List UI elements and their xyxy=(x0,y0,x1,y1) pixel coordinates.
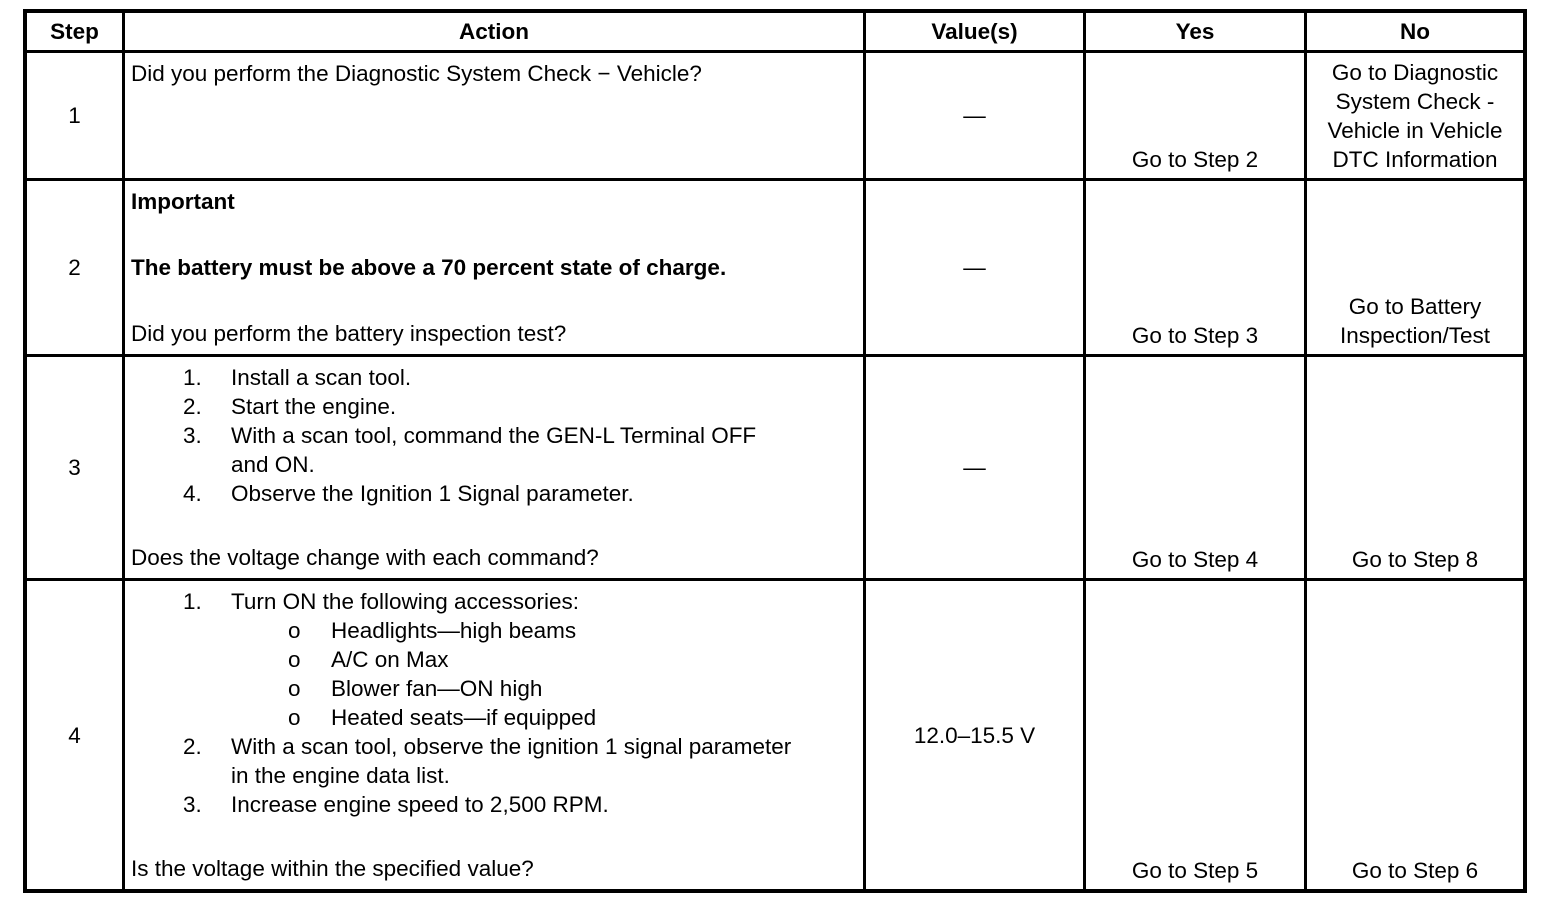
step-number: 1 xyxy=(27,53,122,178)
no-line: Vehicle in Vehicle xyxy=(1327,118,1503,143)
header-no: No xyxy=(1307,13,1523,50)
header-values: Value(s) xyxy=(866,13,1083,50)
item-number: 2. xyxy=(183,734,202,759)
yes-link[interactable]: Go to Step 3 xyxy=(1131,323,1259,348)
yes-link[interactable]: Go to Step 2 xyxy=(1131,147,1259,172)
sub-item-text: Blower fan—ON high xyxy=(331,676,543,701)
no-line: DTC Information xyxy=(1332,147,1498,172)
question: Did you perform the Diagnostic System Check − Vehicle? xyxy=(131,61,702,86)
action-cell xyxy=(125,53,863,178)
item-number: 1. xyxy=(183,365,202,390)
sub-item xyxy=(131,616,857,645)
item-number: 3. xyxy=(183,792,202,817)
no-cell xyxy=(1307,357,1523,578)
item-number: 3. xyxy=(183,423,202,448)
diagnostic-table xyxy=(23,9,1527,893)
list-item xyxy=(131,790,857,819)
procedure-list xyxy=(131,587,857,819)
sub-item xyxy=(131,645,857,674)
question: Is the voltage within the specified value? xyxy=(131,856,534,881)
header-step: Step xyxy=(27,13,122,50)
sub-item-text: Heated seats—if equipped xyxy=(331,705,597,730)
step-number: 3 xyxy=(27,357,122,578)
yes-cell xyxy=(1086,581,1304,889)
item-text: Start the engine. xyxy=(231,394,397,419)
item-number: 4. xyxy=(183,481,202,506)
question: Did you perform the battery inspection test? xyxy=(131,321,567,346)
item-number: 2. xyxy=(183,394,202,419)
item-text: With a scan tool, observe the ignition 1 signal parameter in the engine data list. xyxy=(231,734,792,788)
list-item xyxy=(131,392,857,421)
item-number: 1. xyxy=(183,589,202,614)
value-cell: — xyxy=(866,181,1083,354)
procedure-list xyxy=(131,363,857,508)
action-cell xyxy=(125,181,863,354)
action-cell xyxy=(125,357,863,578)
sub-item xyxy=(131,703,857,732)
step-number: 2 xyxy=(27,181,122,354)
important-note: The battery must be above a 70 percent state of charge. xyxy=(131,255,727,280)
list-item xyxy=(131,732,857,790)
value-cell: — xyxy=(866,357,1083,578)
no-cell xyxy=(1307,581,1523,889)
bullet-icon: o xyxy=(288,676,301,701)
no-link[interactable]: Go to Step 6 xyxy=(1351,858,1479,883)
yes-cell xyxy=(1086,181,1304,354)
value-cell: 12.0–15.5 V xyxy=(866,581,1083,889)
yes-cell xyxy=(1086,357,1304,578)
item-text: Observe the Ignition 1 Signal parameter. xyxy=(231,481,634,506)
important-label: Important xyxy=(131,189,235,214)
list-item xyxy=(131,421,857,479)
no-line: System Check - xyxy=(1335,89,1495,114)
step-number: 4 xyxy=(27,581,122,889)
value-cell: — xyxy=(866,53,1083,178)
no-line: Inspection/Test xyxy=(1339,323,1491,348)
sub-item-text: A/C on Max xyxy=(331,647,449,672)
sub-item-text: Headlights—high beams xyxy=(331,618,577,643)
action-cell xyxy=(125,581,863,889)
sub-item xyxy=(131,674,857,703)
header-action: Action xyxy=(125,13,863,50)
yes-cell xyxy=(1086,53,1304,178)
no-link[interactable]: Go to Step 8 xyxy=(1351,547,1479,572)
yes-link[interactable]: Go to Step 4 xyxy=(1131,547,1259,572)
item-text: Increase engine speed to 2,500 RPM. xyxy=(231,792,609,817)
question: Does the voltage change with each command? xyxy=(131,545,599,570)
no-cell[interactable] xyxy=(1307,181,1523,354)
item-text: Install a scan tool. xyxy=(231,365,412,390)
yes-link[interactable]: Go to Step 5 xyxy=(1131,858,1259,883)
header-yes: Yes xyxy=(1086,13,1304,50)
list-item xyxy=(131,587,857,616)
list-item xyxy=(131,363,857,392)
bullet-icon: o xyxy=(288,705,301,730)
no-line: Go to Diagnostic xyxy=(1331,60,1499,85)
item-text: Turn ON the following accessories: xyxy=(231,589,580,614)
no-line: Go to Battery xyxy=(1348,294,1482,319)
bullet-icon: o xyxy=(288,618,301,643)
no-cell[interactable] xyxy=(1307,53,1523,178)
list-item xyxy=(131,479,857,508)
item-text: With a scan tool, command the GEN-L Terminal OFF and ON. xyxy=(231,423,757,477)
bullet-icon: o xyxy=(288,647,301,672)
